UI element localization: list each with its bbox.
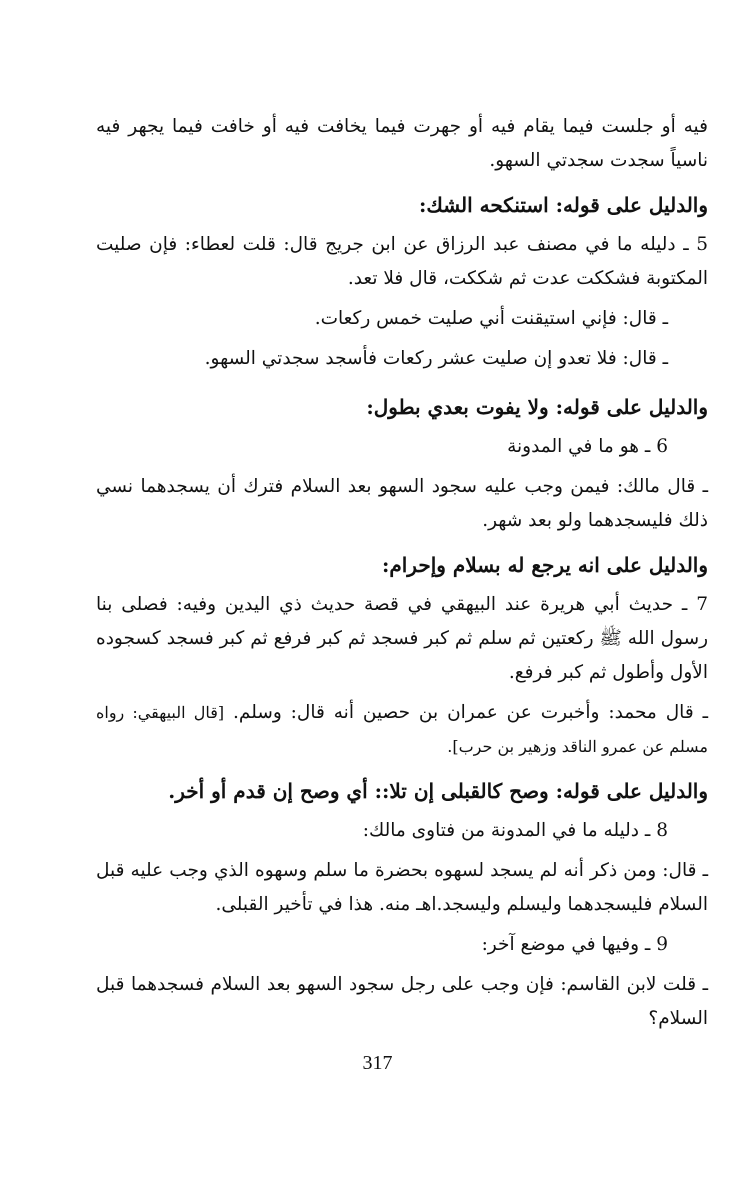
section-heading: والدليل على قوله: استنكحه الشك: bbox=[418, 193, 708, 217]
paragraph: ـ قال: فإني استيقنت أني صليت خمس ركعات. bbox=[314, 308, 668, 329]
citation-note: [قال البيهقي: رواه مسلم عن عمرو الناقد وزهير بن حرب]. bbox=[96, 703, 708, 756]
paragraph: 8 ـ دليله ما في المدونة من فتاوى مالك: bbox=[362, 820, 668, 841]
section-heading: والدليل على قوله: ولا يفوت بعدي بطول: bbox=[366, 395, 708, 419]
page-body bbox=[96, 110, 708, 1036]
paragraph: فيه أو جلست فيما يقام فيه أو جهرت فيما يخافت فيه أو خافت فيما يجهر فيه ناسياً سجدت سجدتي السهو. bbox=[96, 116, 708, 171]
paragraph-with-note bbox=[96, 696, 708, 764]
paragraph: ـ قلت لابن القاسم: فإن وجب على رجل سجود السهو بعد السلام فسجدهما قبل السلام؟ bbox=[96, 974, 708, 1029]
paragraph: ـ قال: فلا تعدو إن صليت عشر ركعات فأسجد سجدتي السهو. bbox=[204, 348, 668, 369]
paragraph-text: ـ قال محمد: وأخبرت عن عمران بن حصين أنه قال: وسلم. bbox=[233, 702, 708, 723]
paragraph: 9 ـ وفيها في موضع آخر: bbox=[481, 934, 668, 955]
section-heading: والدليل على قوله: وصح كالقبلى إن تلا:: أي وصح إن قدم أو أخر. bbox=[168, 779, 708, 803]
paragraph: 6 ـ هو ما في المدونة bbox=[507, 436, 668, 457]
section-heading: والدليل على انه يرجع له بسلام وإحرام: bbox=[381, 553, 708, 577]
paragraph: ـ قال: ومن ذكر أنه لم يسجد لسهوه بحضرة ما سلم وسهوه الذي وجب عليه قبل السلام فليسجدهما وليسلم وليسجد.اهـ منه. هذا في تأخير القبلى. bbox=[96, 860, 708, 915]
page-number: 317 bbox=[362, 1052, 393, 1074]
paragraph: ـ قال مالك: فيمن وجب عليه سجود السهو بعد السلام فترك أن يسجدهما نسي ذلك فليسجدهما ولو بعد شهر. bbox=[96, 476, 708, 531]
paragraph: 7 ـ حديث أبي هريرة عند البيهقي في قصة حديث ذي اليدين وفيه: فصلى بنا رسول الله ﷺ ركعتين ثم سلم ثم كبر فسجد ثم كبر فرفع ثم كبر فسجد كسجوده الأول وأطول ثم كبر فرفع. bbox=[96, 594, 708, 683]
paragraph: 5 ـ دليله ما في مصنف عبد الرزاق عن ابن جريج قال: قلت لعطاء: فإن صليت المكتوبة فشككت عدت ثم شككت، قال فلا تعد. bbox=[96, 234, 708, 289]
